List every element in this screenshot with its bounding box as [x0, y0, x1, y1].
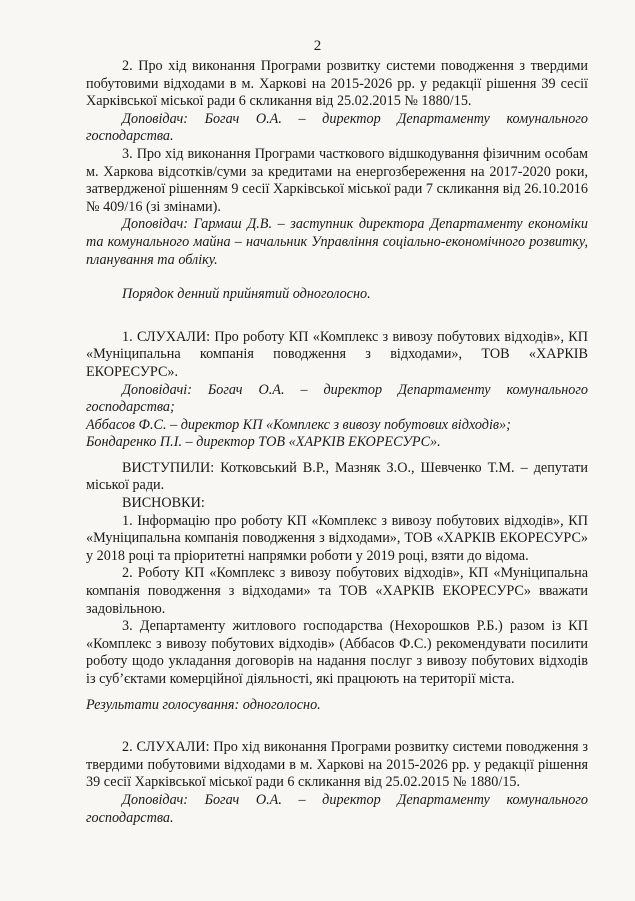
agenda-adopted: Порядок денний прийнятий одноголосно. — [122, 286, 371, 303]
section1-speakers-2: Аббасов Ф.С. – директор КП «Комплекс з вивозу побутових відходів»; — [86, 416, 511, 433]
section1-speakers-3: Бондаренко П.І. – директор ТОВ «ХАРКІВ ЕКОРЕСУРС». — [86, 434, 441, 451]
section1-vote: Результати голосування: одноголосно. — [86, 696, 321, 713]
document-body — [86, 58, 588, 827]
section1-conclusion-3: 3. Департаменту житлового господарства (Нехорошков Р.Б.) разом із КП «Комплекс з вивозу побутових відходів» (Аббасов Ф.С.) рекомендувати посилити роботу щодо укладання договорів на надання послуг з вивозу побутових відходів із суб’єктами комерційної діяльності, які працюють на території міста. — [86, 618, 588, 687]
section1-heard: 1. СЛУХАЛИ: Про роботу КП «Комплекс з вивозу побутових відходів», КП «Муніципальна компанія поводження з відходами», ТОВ «ХАРКІВ ЕКОРЕСУРС». — [86, 328, 588, 380]
agenda-item-3: 3. Про хід виконання Програми часткового відшкодування фізичним особам м. Харкова відсотків/суми за кредитами на енергозбереження на 2017-2020 роки, затвердженої рішенням 9 сесії Харківської міської ради 7 скликання від 26.10.2016 № 409/16 (зі змінами). — [86, 145, 588, 215]
section1-conclusions-label: ВИСНОВКИ: — [122, 495, 205, 512]
agenda-item-3-speaker: Доповідач: Гармаш Д.В. – заступник директора Департаменту економіки та комунального майна – начальник Управління соціально-економічного розвитку, планування та обліку. — [86, 216, 588, 268]
page-number: 2 — [313, 38, 322, 54]
section1-conclusion-2: 2. Роботу КП «Комплекс з вивозу побутових відходів», КП «Муніципальна компанія поводження з відходами» та ТОВ «ХАРКІВ ЕКОРЕСУРС» вважати задовільною. — [86, 565, 588, 617]
section1-speakers-1: Доповідачі: Богач О.А. – директор Департаменту комунального господарства; — [86, 381, 588, 416]
section1-spoke: ВИСТУПИЛИ: Котковський В.Р., Мазняк З.О., Шевченко Т.М. – депутати міської ради. — [86, 459, 588, 494]
section2-speaker: Доповідач: Богач О.А. – директор Департаменту комунального господарства. — [86, 791, 588, 826]
section1-conclusion-1: 1. Інформацію про роботу КП «Комплекс з вивозу побутових відходів», КП «Муніципальна компанія поводження з відходами», ТОВ «ХАРКІВ ЕКОРЕСУРС» у 2018 році та пріоритетні напрямки роботи у 2019 році, взяти до відома. — [86, 512, 588, 564]
section2-heard: 2. СЛУХАЛИ: Про хід виконання Програми розвитку системи поводження з твердими побутовими відходами в м. Харкові на 2015-2026 рр. у редакції рішення 39 сесії Харківської міської ради 6 скликання від 25.02.2015 № 1880/15. — [86, 739, 588, 791]
agenda-item-2-speaker: Доповідач: Богач О.А. – директор Департаменту комунального господарства. — [86, 110, 588, 145]
agenda-item-2: 2. Про хід виконання Програми розвитку системи поводження з твердими побутовими відходами в м. Харкові на 2015-2026 рр. у редакції рішення 39 сесії Харківської міської ради 6 скликання від 25.02.2015 № 1880/15. — [86, 58, 588, 110]
